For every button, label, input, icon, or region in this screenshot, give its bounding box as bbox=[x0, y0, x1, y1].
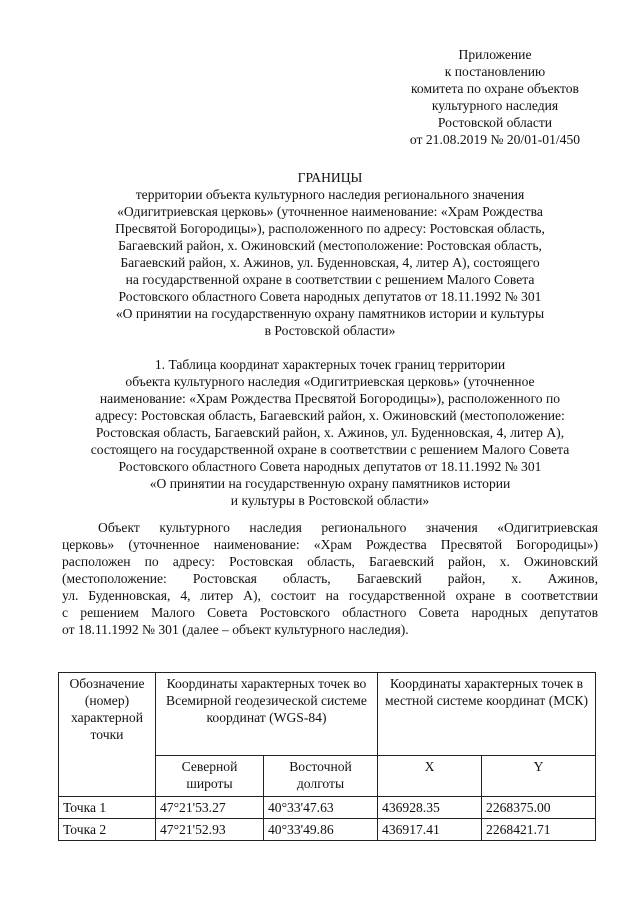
wgs-column-header: Координаты характерных точек во Всемирной геодезической системе координат (WGS-84) bbox=[156, 673, 378, 756]
coordinates-table bbox=[58, 672, 596, 841]
heading-line: Пресвятой Богородицы»), расположенного по адресу: Ростовская область, bbox=[115, 221, 545, 236]
point-column-header: Обозначение (номер) характерной точки bbox=[59, 673, 156, 797]
paragraph-line: ул. Буденновская, 4, литер А), состоит на государственной охране в соответствии bbox=[62, 588, 598, 603]
east-longitude: 40°33'47.63 bbox=[264, 797, 378, 819]
section-line: наименование: «Храм Рождества Пресвятой Богородицы»), расположенного по bbox=[99, 391, 561, 406]
appendix-line: комитета по охране объектов bbox=[411, 81, 579, 96]
section-line: адресу: Ростовская область, Багаевский район, х. Ожиновский (местоположение: bbox=[95, 408, 565, 423]
paragraph-line: от 18.11.1992 № 301 (далее – объект культурного наследия). bbox=[62, 622, 409, 637]
msk-column-header: Координаты характерных точек в местной системе координат (МСК) bbox=[378, 673, 596, 756]
heading-line: территории объекта культурного наследия регионального значения bbox=[135, 187, 525, 202]
paragraph-line: Объект культурного наследия регионального значения «Одигитриевская bbox=[98, 520, 598, 535]
x-column-header: X bbox=[378, 756, 482, 797]
paragraph-line: расположен по адресу: Ростовская область, Багаевский район, х. Ожиновский bbox=[62, 554, 598, 569]
east-column-header: Восточной долготы bbox=[264, 756, 378, 797]
heading-line: «Одигитриевская церковь» (уточненное наименование: «Храм Рождества bbox=[117, 204, 543, 219]
document-title: ГРАНИЦЫ bbox=[297, 170, 363, 185]
heading-line: Ростовского областного Совета народных депутатов от 18.11.1992 № 301 bbox=[118, 289, 542, 304]
appendix-block bbox=[395, 46, 595, 148]
appendix-line: Ростовской области bbox=[437, 115, 553, 130]
section-line: и культуры в Ростовской области» bbox=[230, 493, 430, 508]
table-row bbox=[59, 797, 596, 819]
appendix-line: культурного наследия bbox=[431, 98, 559, 113]
heading-line: «О принятии на государственную охрану памятников истории и культуры bbox=[115, 306, 545, 321]
heading-spacer bbox=[60, 339, 600, 356]
appendix-line: к постановлению bbox=[444, 64, 546, 79]
section-line: Ростовская область, Багаевский район, х. Ажинов, ул. Буденновская, 4, литер А), bbox=[95, 425, 565, 440]
paragraph-line: церковь» (уточненное наименование: «Храм Рождества Пресвятой Богородицы») bbox=[62, 537, 598, 552]
heading-line: Багаевский район, х. Ажинов, ул. Буденновская, 4, литер А), состоящего bbox=[120, 255, 540, 270]
x-coordinate: 436928.35 bbox=[378, 797, 482, 819]
paragraph-line: с решением Малого Совета Ростовского областного Совета народных депутатов bbox=[62, 605, 598, 620]
paragraph-line: (местоположение: Ростовская область, Багаевский район, х. Ажинов, bbox=[62, 571, 598, 586]
appendix-date: от 21.08.2019 № 20/01-01/450 bbox=[409, 132, 581, 147]
section-line: «О принятии на государственную охрану памятников истории bbox=[149, 476, 511, 491]
heading-line: Багаевский район, х. Ожиновский (местоположение: Ростовская область, bbox=[118, 238, 542, 253]
north-latitude: 47°21'52.93 bbox=[156, 819, 264, 841]
y-coordinate: 2268421.71 bbox=[482, 819, 596, 841]
section-line: 1. Таблица координат характерных точек границ территории bbox=[154, 357, 506, 372]
north-column-header: Северной широты bbox=[156, 756, 264, 797]
description-paragraph bbox=[62, 519, 598, 638]
table-row bbox=[59, 819, 596, 841]
table-header-row bbox=[59, 673, 596, 756]
section-line: состоящего на государственной охране в соответствии с решением Малого Совета bbox=[90, 442, 570, 457]
section-line: Ростовского областного Совета народных депутатов от 18.11.1992 № 301 bbox=[118, 459, 542, 474]
appendix-line: Приложение bbox=[458, 47, 532, 62]
section-line: объекта культурного наследия «Одигитриевская церковь» (уточненное bbox=[125, 374, 535, 389]
x-coordinate: 436917.41 bbox=[378, 819, 482, 841]
heading-line: на государственной охране в соответствии с решением Малого Совета bbox=[125, 272, 535, 287]
y-coordinate: 2268375.00 bbox=[482, 797, 596, 819]
y-column-header: Y bbox=[482, 756, 596, 797]
point-name: Точка 2 bbox=[59, 819, 156, 841]
document-heading bbox=[60, 169, 600, 509]
north-latitude: 47°21'53.27 bbox=[156, 797, 264, 819]
heading-line: в Ростовской области» bbox=[264, 323, 396, 338]
east-longitude: 40°33'49.86 bbox=[264, 819, 378, 841]
point-name: Точка 1 bbox=[59, 797, 156, 819]
